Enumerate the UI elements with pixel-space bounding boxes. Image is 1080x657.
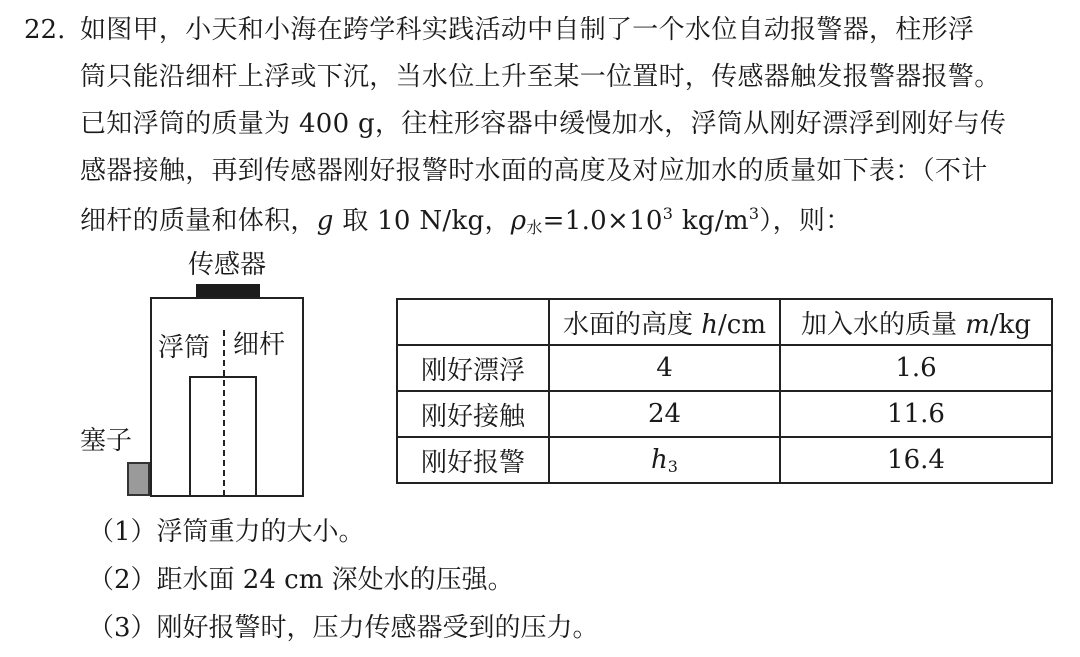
row-label: 刚好漂浮: [397, 345, 549, 391]
row-mass: 11.6: [780, 391, 1052, 437]
row-height: 24: [549, 391, 780, 437]
density-value: =1.0×10: [542, 206, 663, 236]
table-header-blank: [397, 299, 549, 345]
sensor-label: 传感器: [188, 250, 267, 280]
stopper: [127, 462, 150, 496]
thin-rod: [223, 330, 225, 496]
line5-suffix: ），则：: [759, 206, 852, 236]
density-unit: kg/m: [673, 206, 749, 236]
stopper-label: 塞子: [80, 426, 133, 456]
rho-symbol: ρ: [510, 206, 527, 236]
table-header-mass: 加入水的质量 m/kg: [780, 299, 1052, 345]
row-label: 刚好接触: [397, 391, 549, 437]
g-symbol: g: [316, 206, 334, 236]
problem-number: 22.: [24, 15, 66, 45]
rho-subscript: 水: [526, 218, 543, 237]
table-row: [397, 345, 1052, 391]
float-label: 浮筒: [158, 333, 211, 363]
question-3: （3）刚好报警时，压力传感器受到的压力。: [88, 613, 599, 643]
problem-line-2: 筒只能沿细杆上浮或下沉，当水位上升至某一位置时，传感器触发报警器报警。: [80, 62, 1001, 92]
problem-line-5: [80, 206, 852, 236]
row-mass: 16.4: [780, 437, 1052, 483]
problem-line-3: 已知浮筒的质量为 400 g，往柱形容器中缓慢加水，浮筒从刚好漂浮到刚好与传: [80, 109, 1007, 139]
problem-line-4: 感器接触，再到传感器刚好报警时水面的高度及对应加水的质量如下表：（不计: [80, 156, 988, 186]
question-1: （1）浮筒重力的大小。: [88, 517, 365, 547]
data-table: [396, 298, 1053, 484]
row-height: $h_3$: [549, 437, 780, 483]
question-2: （2）距水面 24 cm 深处水的压强。: [88, 565, 514, 595]
line5-prefix: 细杆的质量和体积，: [80, 206, 317, 236]
row-mass: 1.6: [780, 345, 1052, 391]
table-row: [397, 391, 1052, 437]
problem-line-1: 如图甲，小天和小海在跨学科实践活动中自制了一个水位自动报警器，柱形浮: [80, 15, 975, 45]
unit-exponent: 3: [748, 204, 760, 223]
rod-label: 细杆: [233, 330, 286, 360]
table-row: [397, 437, 1052, 483]
row-height: 4: [549, 345, 780, 391]
table-header-height: 水面的高度 h/cm: [549, 299, 780, 345]
density-exponent: 3: [662, 204, 674, 223]
row-label: 刚好报警: [397, 437, 549, 483]
table-header-row: [397, 299, 1052, 345]
line5-take: 取 10 N/kg，: [333, 206, 511, 236]
